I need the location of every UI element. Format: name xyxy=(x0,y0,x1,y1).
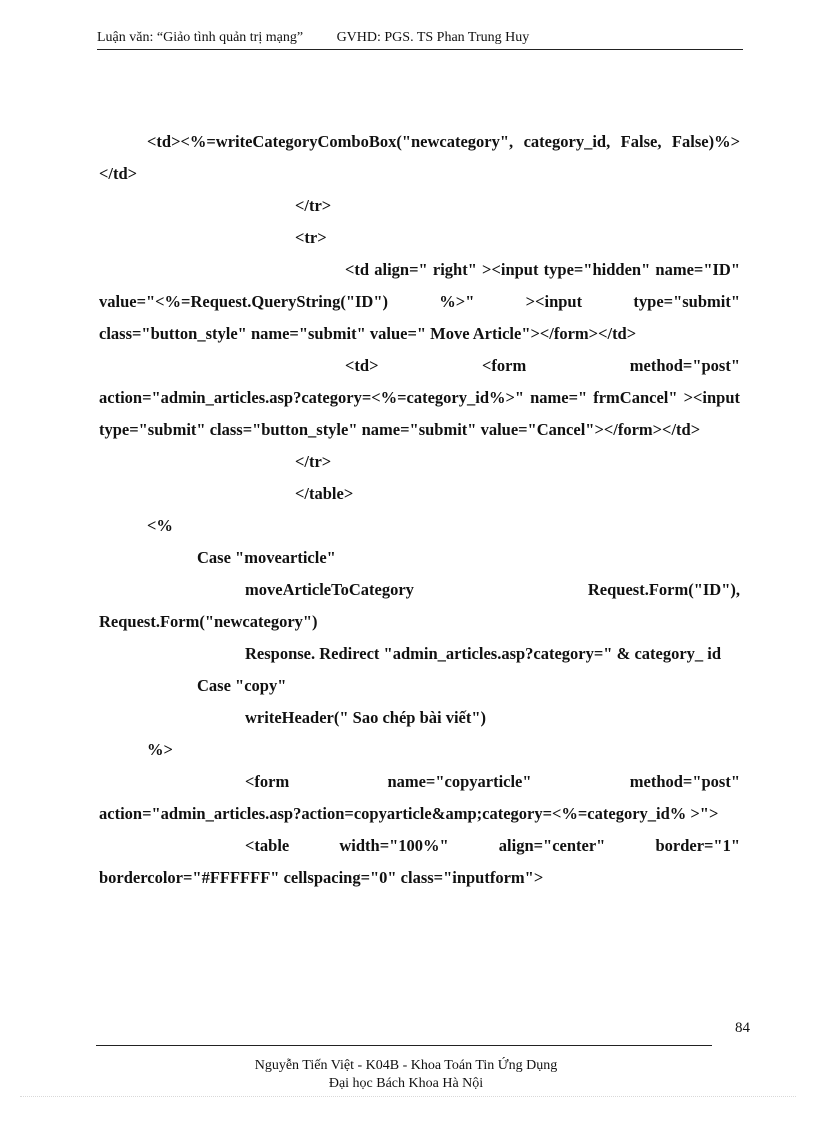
code-line: <tr> xyxy=(295,228,327,247)
code-line: <% xyxy=(147,516,173,535)
page-edge-divider xyxy=(20,1096,796,1097)
code-line: %> xyxy=(147,740,173,759)
running-header xyxy=(97,30,743,46)
code-line: writeHeader(" Sao chép bài viết") xyxy=(245,708,487,727)
code-line: </tr> xyxy=(295,452,332,471)
code-line: Response. Redirect "admin_articles.asp?category=" & category_ id xyxy=(245,644,722,663)
code-line: moveArticleToCategory Request.Form("ID"), Request.Form("newcategory") xyxy=(99,580,740,631)
code-line: </table> xyxy=(295,484,354,503)
code-line: Case "movearticle" xyxy=(197,548,336,567)
author-line: Nguyễn Tiến Việt - K04B - Khoa Toán Tin Ứng Dụng xyxy=(254,1058,558,1073)
code-line: <td><%=writeCategoryComboBox("newcategory", category_id, False, False)%></td> xyxy=(99,132,740,183)
code-listing xyxy=(99,126,740,894)
code-line: <td> <form method="post" action="admin_articles.asp?category=<%=category_id%>" name=" frmCancel" ><input type="submit" class="button_style" name="submit" value="Cancel"></form></td> xyxy=(99,356,740,439)
page-number: 84 xyxy=(735,1020,750,1036)
university-line: Đại học Bách Khoa Hà Nội xyxy=(328,1076,484,1091)
code-line: <td align=" right" ><input type="hidden" name="ID" value="<%=Request.QueryString("ID") %>" ><input type="submit" class="button_style" name="submit" value=" Move Article"></form></td> xyxy=(99,260,740,343)
code-line: <table width="100%" align="center" border="1" bordercolor="#FFFFFF" cellspacing="0" class="inputform"> xyxy=(99,836,740,887)
code-line: </tr> xyxy=(295,196,332,215)
footer-rule xyxy=(96,1045,712,1046)
header-rule xyxy=(97,49,743,50)
thesis-title: Luận văn: “Giảo tình quản trị mạng” xyxy=(97,30,304,45)
code-line: <form name="copyarticle" method="post" action="admin_articles.asp?action=copyarticle&amp;category=<%=category_id% >"> xyxy=(99,772,740,823)
code-line: Case "copy" xyxy=(197,676,287,695)
advisor-name: GVHD: PGS. TS Phan Trung Huy xyxy=(336,30,530,45)
page-footer xyxy=(96,1057,716,1093)
